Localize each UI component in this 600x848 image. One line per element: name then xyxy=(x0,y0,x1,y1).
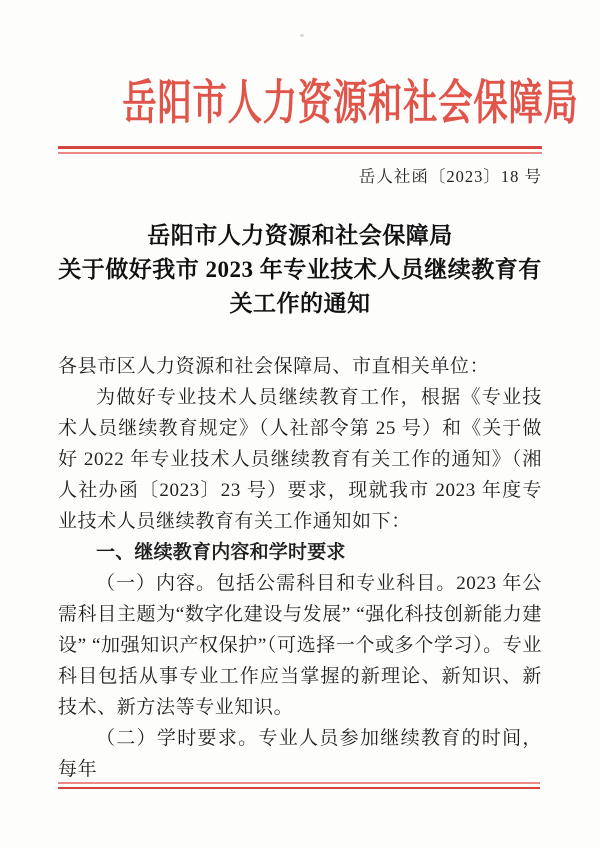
title-line-2: 关于做好我市 2023 年专业技术人员继续教育有 xyxy=(58,257,542,282)
title-line-3: 关工作的通知 xyxy=(229,291,371,316)
header-divider-bottom-line xyxy=(58,152,542,154)
agency-masthead-title: 岳阳市人力资源和社会保障局 xyxy=(122,77,579,130)
salutation: 各县市区人力资源和社会保障局、市直相关单位： xyxy=(58,356,490,377)
footer-divider xyxy=(58,782,540,789)
footer-divider-bottom-line xyxy=(58,787,540,789)
document-title xyxy=(58,219,542,321)
scan-speck xyxy=(300,34,304,37)
document-number: 岳人社函〔2023〕18 号 xyxy=(358,167,542,186)
title-line-1: 岳阳市人力资源和社会保障局 xyxy=(147,223,453,248)
paragraph-item-2: （二）学时要求。专业人员参加继续教育的时间，每年 xyxy=(58,728,542,780)
document-body xyxy=(58,351,542,785)
masthead xyxy=(58,77,579,130)
header-divider xyxy=(58,146,542,154)
paragraph-intro: 为做好专业技术人员继续教育工作，根据《专业技术人员继续教育规定》（人社部令第 25 号）和《关于做好 2022 年专业技术人员继续教育有关工作的通知》（湘人社办函〔2023〕23 号）要求，现就我市 2023 年度专业技术人员继续教育有关工作通知如下： xyxy=(58,387,542,532)
paragraph-item-1: （一）内容。包括公需科目和专业科目。2023 年公需科目主题为“数字化建设与发展” “强化科技创新能力建设” “加强知识产权保护”（可选择一个或多个学习）。专业科目包括从事专业工作应当掌握的新理论、新知识、新技术、新方法等专业知识。 xyxy=(58,573,542,718)
section-1-heading: 一、继续教育内容和学时要求 xyxy=(96,542,346,563)
